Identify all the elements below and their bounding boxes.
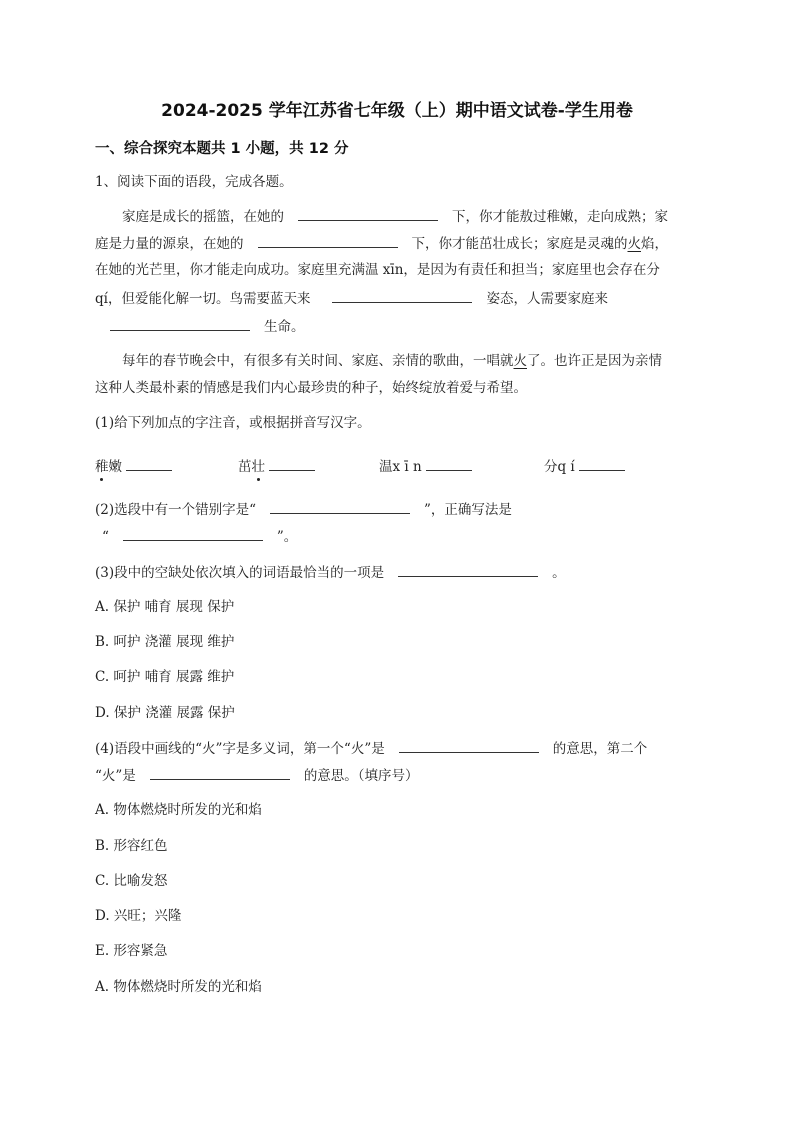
text: qí，但爱能化解一切。鸟需要蓝天来 xyxy=(95,291,311,307)
text: 茁 xyxy=(238,459,252,475)
sub4-line1 xyxy=(95,738,647,759)
answer-blank-choice[interactable] xyxy=(398,562,538,577)
answer-blank-fire-2[interactable] xyxy=(150,765,290,780)
sub1-item-2 xyxy=(238,456,315,477)
text: 焰， xyxy=(641,236,668,252)
para1-line5 xyxy=(110,316,305,337)
dotted-char: 稚 xyxy=(95,459,109,475)
text: 分q í xyxy=(544,459,575,475)
text: ”。 xyxy=(276,529,298,545)
sub4-line2 xyxy=(95,765,419,786)
text: (2)选段中有一个错别字是“ xyxy=(95,502,257,518)
sub4-answer-option[interactable]: A. 物体燃烧时所发的光和焰 xyxy=(95,979,262,995)
sub4-option-b: B. 形容红色 xyxy=(95,838,168,854)
text: “火”是 xyxy=(95,768,136,784)
text: 庭是力量的源泉，在她的 xyxy=(95,236,244,252)
sub4-option-a: A. 物体燃烧时所发的光和焰 xyxy=(95,802,262,818)
underlined-fire-2: 火 xyxy=(513,353,527,369)
underlined-fire-1: 火 xyxy=(627,236,641,252)
answer-blank-correct-char[interactable] xyxy=(123,526,263,541)
text: 嫩 xyxy=(108,459,122,475)
text: 生命。 xyxy=(264,319,305,335)
text: 温x ī n xyxy=(379,459,422,475)
sub3-prompt-line xyxy=(95,562,566,583)
section-heading: 一、综合探究本题共 1 小题，共 12 分 xyxy=(95,141,349,157)
dotted-char: 壮 xyxy=(251,459,265,475)
answer-blank-fire-1[interactable] xyxy=(399,738,539,753)
para1-line1 xyxy=(122,206,668,227)
sub2-line2 xyxy=(102,526,297,547)
answer-blank-char-1[interactable] xyxy=(426,456,472,471)
text: (3)段中的空缺处依次填入的词语最恰当的一项是 xyxy=(95,565,385,581)
text: “ xyxy=(102,529,109,545)
exam-title: 2024-2025 学年江苏省七年级（上）期中语文试卷-学生用卷 xyxy=(161,101,633,121)
sub2-line1 xyxy=(95,499,512,520)
answer-blank-2[interactable] xyxy=(258,233,398,248)
para2-line1 xyxy=(122,351,662,371)
answer-blank-pinyin-2[interactable] xyxy=(269,456,315,471)
text: 每年的春节晚会中，有很多有关时间、家庭、亲情的歌曲，一唱就 xyxy=(122,353,514,369)
answer-blank-char-2[interactable] xyxy=(579,456,625,471)
para1-line3: 在她的光芒里，你才能走向成功。家庭里充满温 xīn，是因为有责任和担当；家庭里也会存在分 xyxy=(95,262,660,278)
sub3-option-d[interactable]: D. 保护 浇灌 展露 保护 xyxy=(95,705,235,721)
sub3-option-c[interactable]: C. 呵护 哺育 展露 维护 xyxy=(95,669,235,685)
text: 家庭是成长的摇篮，在她的 xyxy=(122,209,284,225)
text: 下，你才能茁壮成长；家庭是灵魂的 xyxy=(411,236,628,252)
sub1-prompt: (1)给下列加点的字注音，或根据拼音写汉字。 xyxy=(95,415,371,431)
para1-line2 xyxy=(95,233,668,254)
sub4-option-c: C. 比喻发怒 xyxy=(95,873,168,889)
sub3-option-b[interactable]: B. 呵护 浇灌 展现 维护 xyxy=(95,634,235,650)
sub4-option-d: D. 兴旺；兴隆 xyxy=(95,908,182,924)
sub1-item-3 xyxy=(379,456,472,477)
para2-line2: 这种人类最朴素的情感是我们内心最珍贵的种子，始终绽放着爱与希望。 xyxy=(95,380,527,396)
answer-blank-4[interactable] xyxy=(110,316,250,331)
para1-line4 xyxy=(95,288,608,309)
sub4-option-e: E. 形容紧急 xyxy=(95,943,168,959)
answer-blank-1[interactable] xyxy=(298,206,438,221)
text: 了。也许正是因为亲情 xyxy=(527,353,662,369)
answer-blank-3[interactable] xyxy=(332,288,472,303)
text: ”，正确写法是 xyxy=(424,502,512,518)
sub1-item-4 xyxy=(544,456,625,477)
sub3-option-a[interactable]: A. 保护 哺育 展现 保护 xyxy=(95,599,235,615)
text: 。 xyxy=(552,565,566,581)
text: 的意思。（填序号） xyxy=(303,768,419,784)
answer-blank-wrong-char[interactable] xyxy=(270,499,410,514)
text: (4)语段中画线的“火”字是多义词，第一个“火”是 xyxy=(95,741,385,757)
answer-blank-pinyin-1[interactable] xyxy=(126,456,172,471)
sub1-item-1 xyxy=(95,456,172,477)
text: 下，你才能敖过稚嫩，走向成熟；家 xyxy=(452,209,668,225)
question-intro: 1、阅读下面的语段，完成各题。 xyxy=(95,174,293,190)
text: 的意思，第二个 xyxy=(552,741,648,757)
text: 姿态，人需要家庭来 xyxy=(486,291,608,307)
